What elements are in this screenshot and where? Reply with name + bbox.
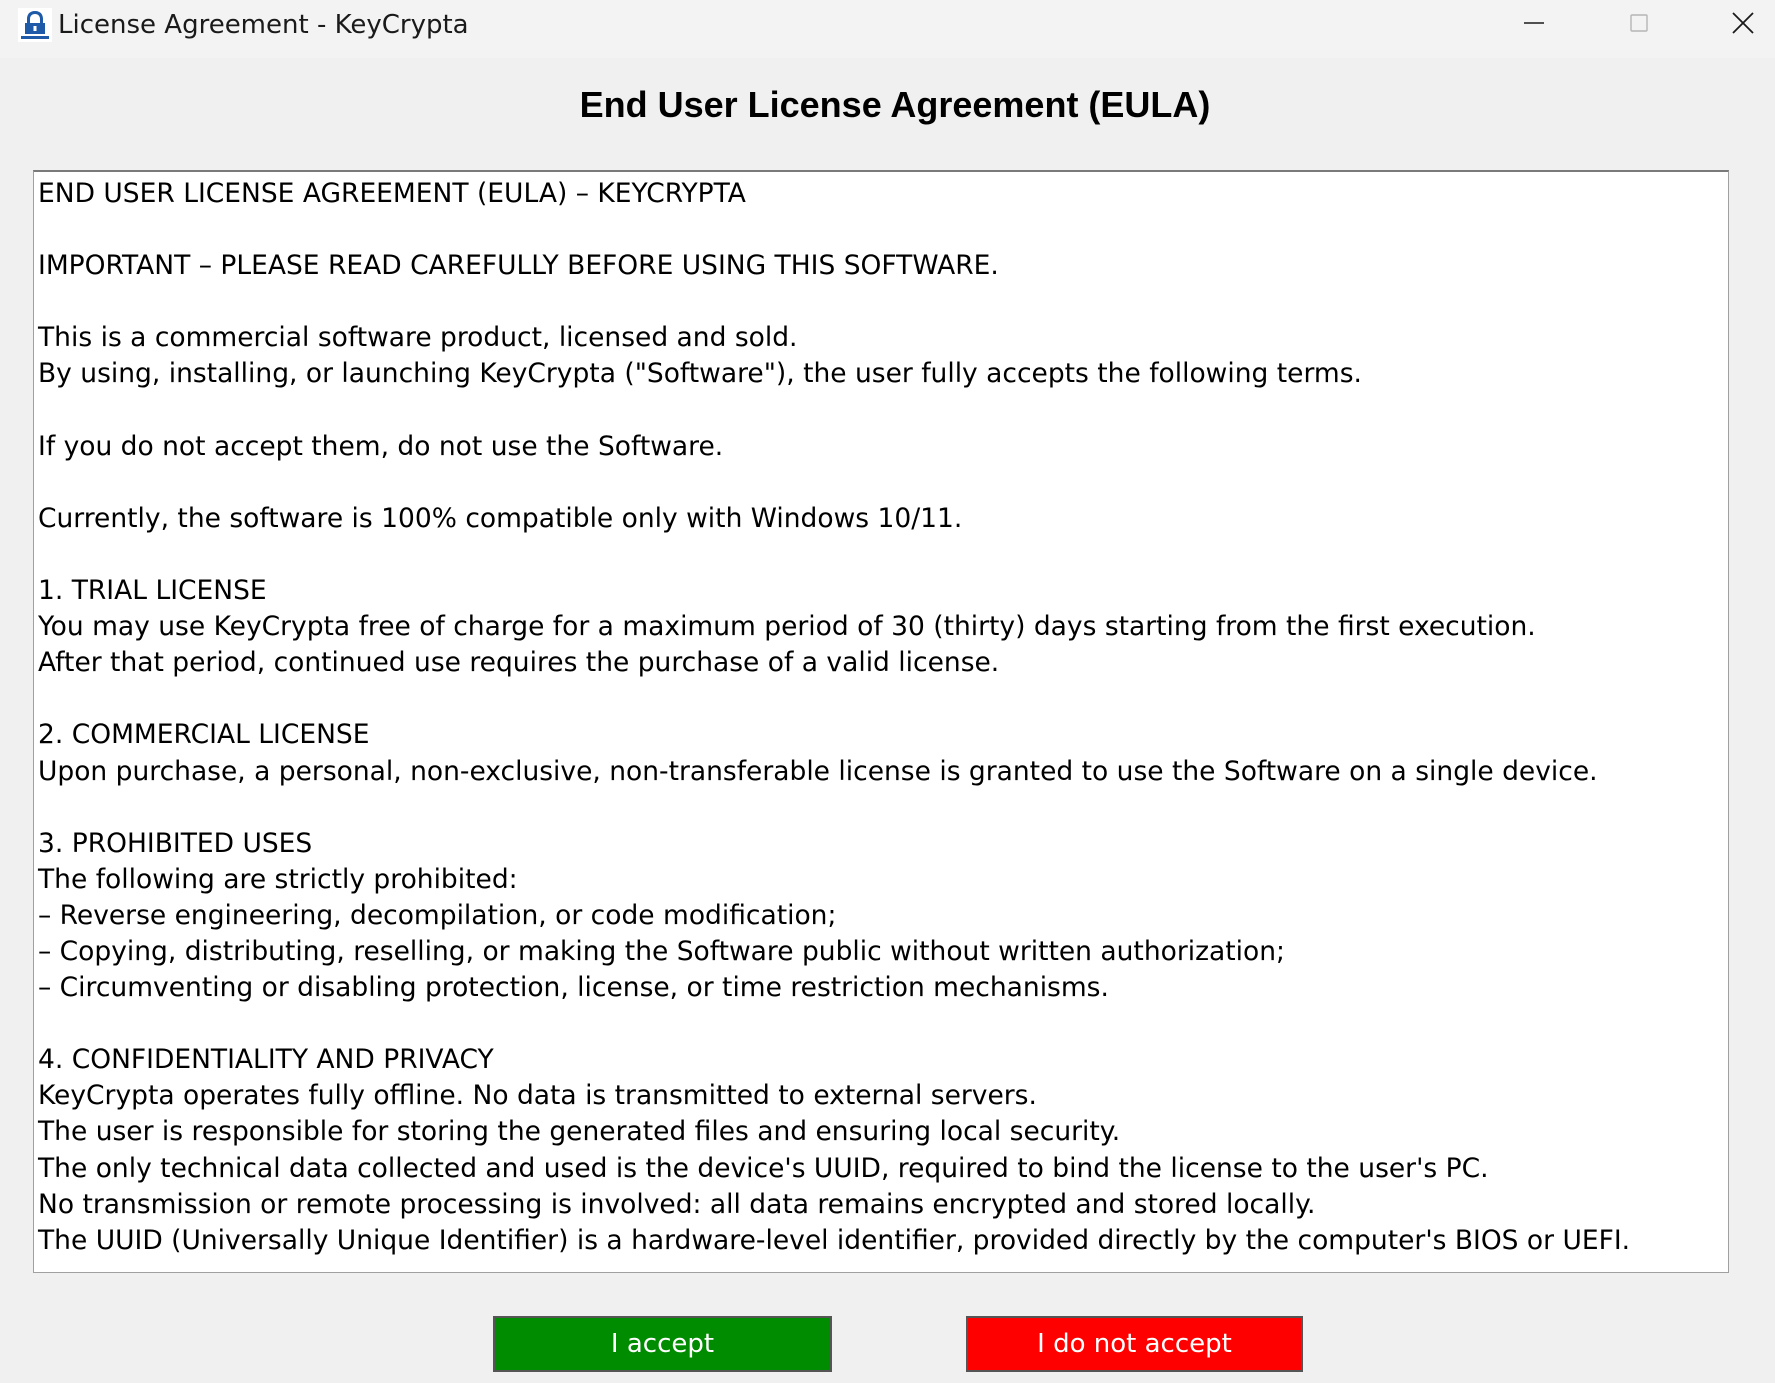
eula-line [38, 465, 1688, 501]
eula-line: You may use KeyCrypta free of charge for a maximum period of 30 (thirty) days starting from the first execution. [38, 611, 1536, 643]
eula-text-area[interactable] [33, 170, 1729, 1273]
eula-line: If you do not accept them, do not use the Software. [38, 430, 724, 462]
accept-button[interactable]: I accept [493, 1316, 832, 1372]
eula-line: END USER LICENSE AGREEMENT (EULA) – KEYCRYPTA [38, 178, 746, 209]
eula-line: Upon purchase, a personal, non-exclusive, non-transferable license is granted to use the Software on a single device. [38, 755, 1598, 787]
eula-line: By using, installing, or launching KeyCrypta ("Software"), the user fully accepts the following terms. [38, 358, 1362, 390]
eula-line [38, 212, 1688, 248]
window-title: License Agreement - KeyCrypta [58, 10, 469, 40]
eula-line: 1. TRIAL LICENSE [38, 575, 267, 607]
eula-line: The following are strictly prohibited: [38, 863, 518, 895]
eula-line [38, 790, 1688, 826]
eula-line: – Circumventing or disabling protection, license, or time restriction mechanisms. [38, 972, 1109, 1004]
eula-line [38, 1006, 1688, 1042]
maximize-icon [1628, 12, 1650, 38]
eula-line: – Reverse engineering, decompilation, or code modification; [38, 899, 837, 931]
close-icon [1731, 11, 1755, 39]
eula-line: The only technical data collected and used is the device's UUID, required to bind the license to the user's PC. [38, 1152, 1489, 1184]
eula-line: 4. CONFIDENTIALITY AND PRIVACY [38, 1044, 494, 1076]
eula-line: 2. COMMERCIAL LICENSE [38, 719, 370, 751]
minimize-icon [1523, 12, 1545, 38]
eula-line: After that period, continued use requires the purchase of a valid license. [38, 647, 1000, 679]
eula-line: No transmission or remote processing is involved: all data remains encrypted and stored locally. [38, 1188, 1316, 1220]
maximize-button[interactable] [1587, 0, 1691, 50]
eula-line [38, 537, 1688, 573]
eula-line: This is a commercial software product, licensed and sold. [38, 322, 798, 354]
keycrypta-logo-icon [18, 8, 52, 42]
decline-button[interactable]: I do not accept [966, 1316, 1303, 1372]
eula-text [38, 176, 1688, 1259]
title-bar [0, 0, 1775, 58]
eula-line: 3. PROHIBITED USES [38, 827, 313, 859]
eula-line: The UUID (Universally Unique Identifier) is a hardware-level identifier, provided directly by the computer's BIOS or UEFI. [38, 1224, 1631, 1256]
eula-line: Currently, the software is 100% compatible only with Windows 10/11. [38, 502, 963, 534]
eula-line: KeyCrypta operates fully offline. No data is transmitted to external servers. [38, 1080, 1037, 1112]
eula-line: IMPORTANT – PLEASE READ CAREFULLY BEFORE USING THIS SOFTWARE. [38, 250, 999, 282]
page-title: End User License Agreement (EULA) [579, 84, 1211, 125]
eula-line: – Copying, distributing, reselling, or making the Software public without written authorization; [38, 935, 1285, 967]
close-button[interactable] [1691, 0, 1775, 50]
eula-line: The user is responsible for storing the generated files and ensuring local security. [38, 1116, 1121, 1148]
eula-line [38, 284, 1688, 320]
eula-line [38, 681, 1688, 717]
eula-line [38, 393, 1688, 429]
minimize-button[interactable] [1482, 0, 1586, 50]
